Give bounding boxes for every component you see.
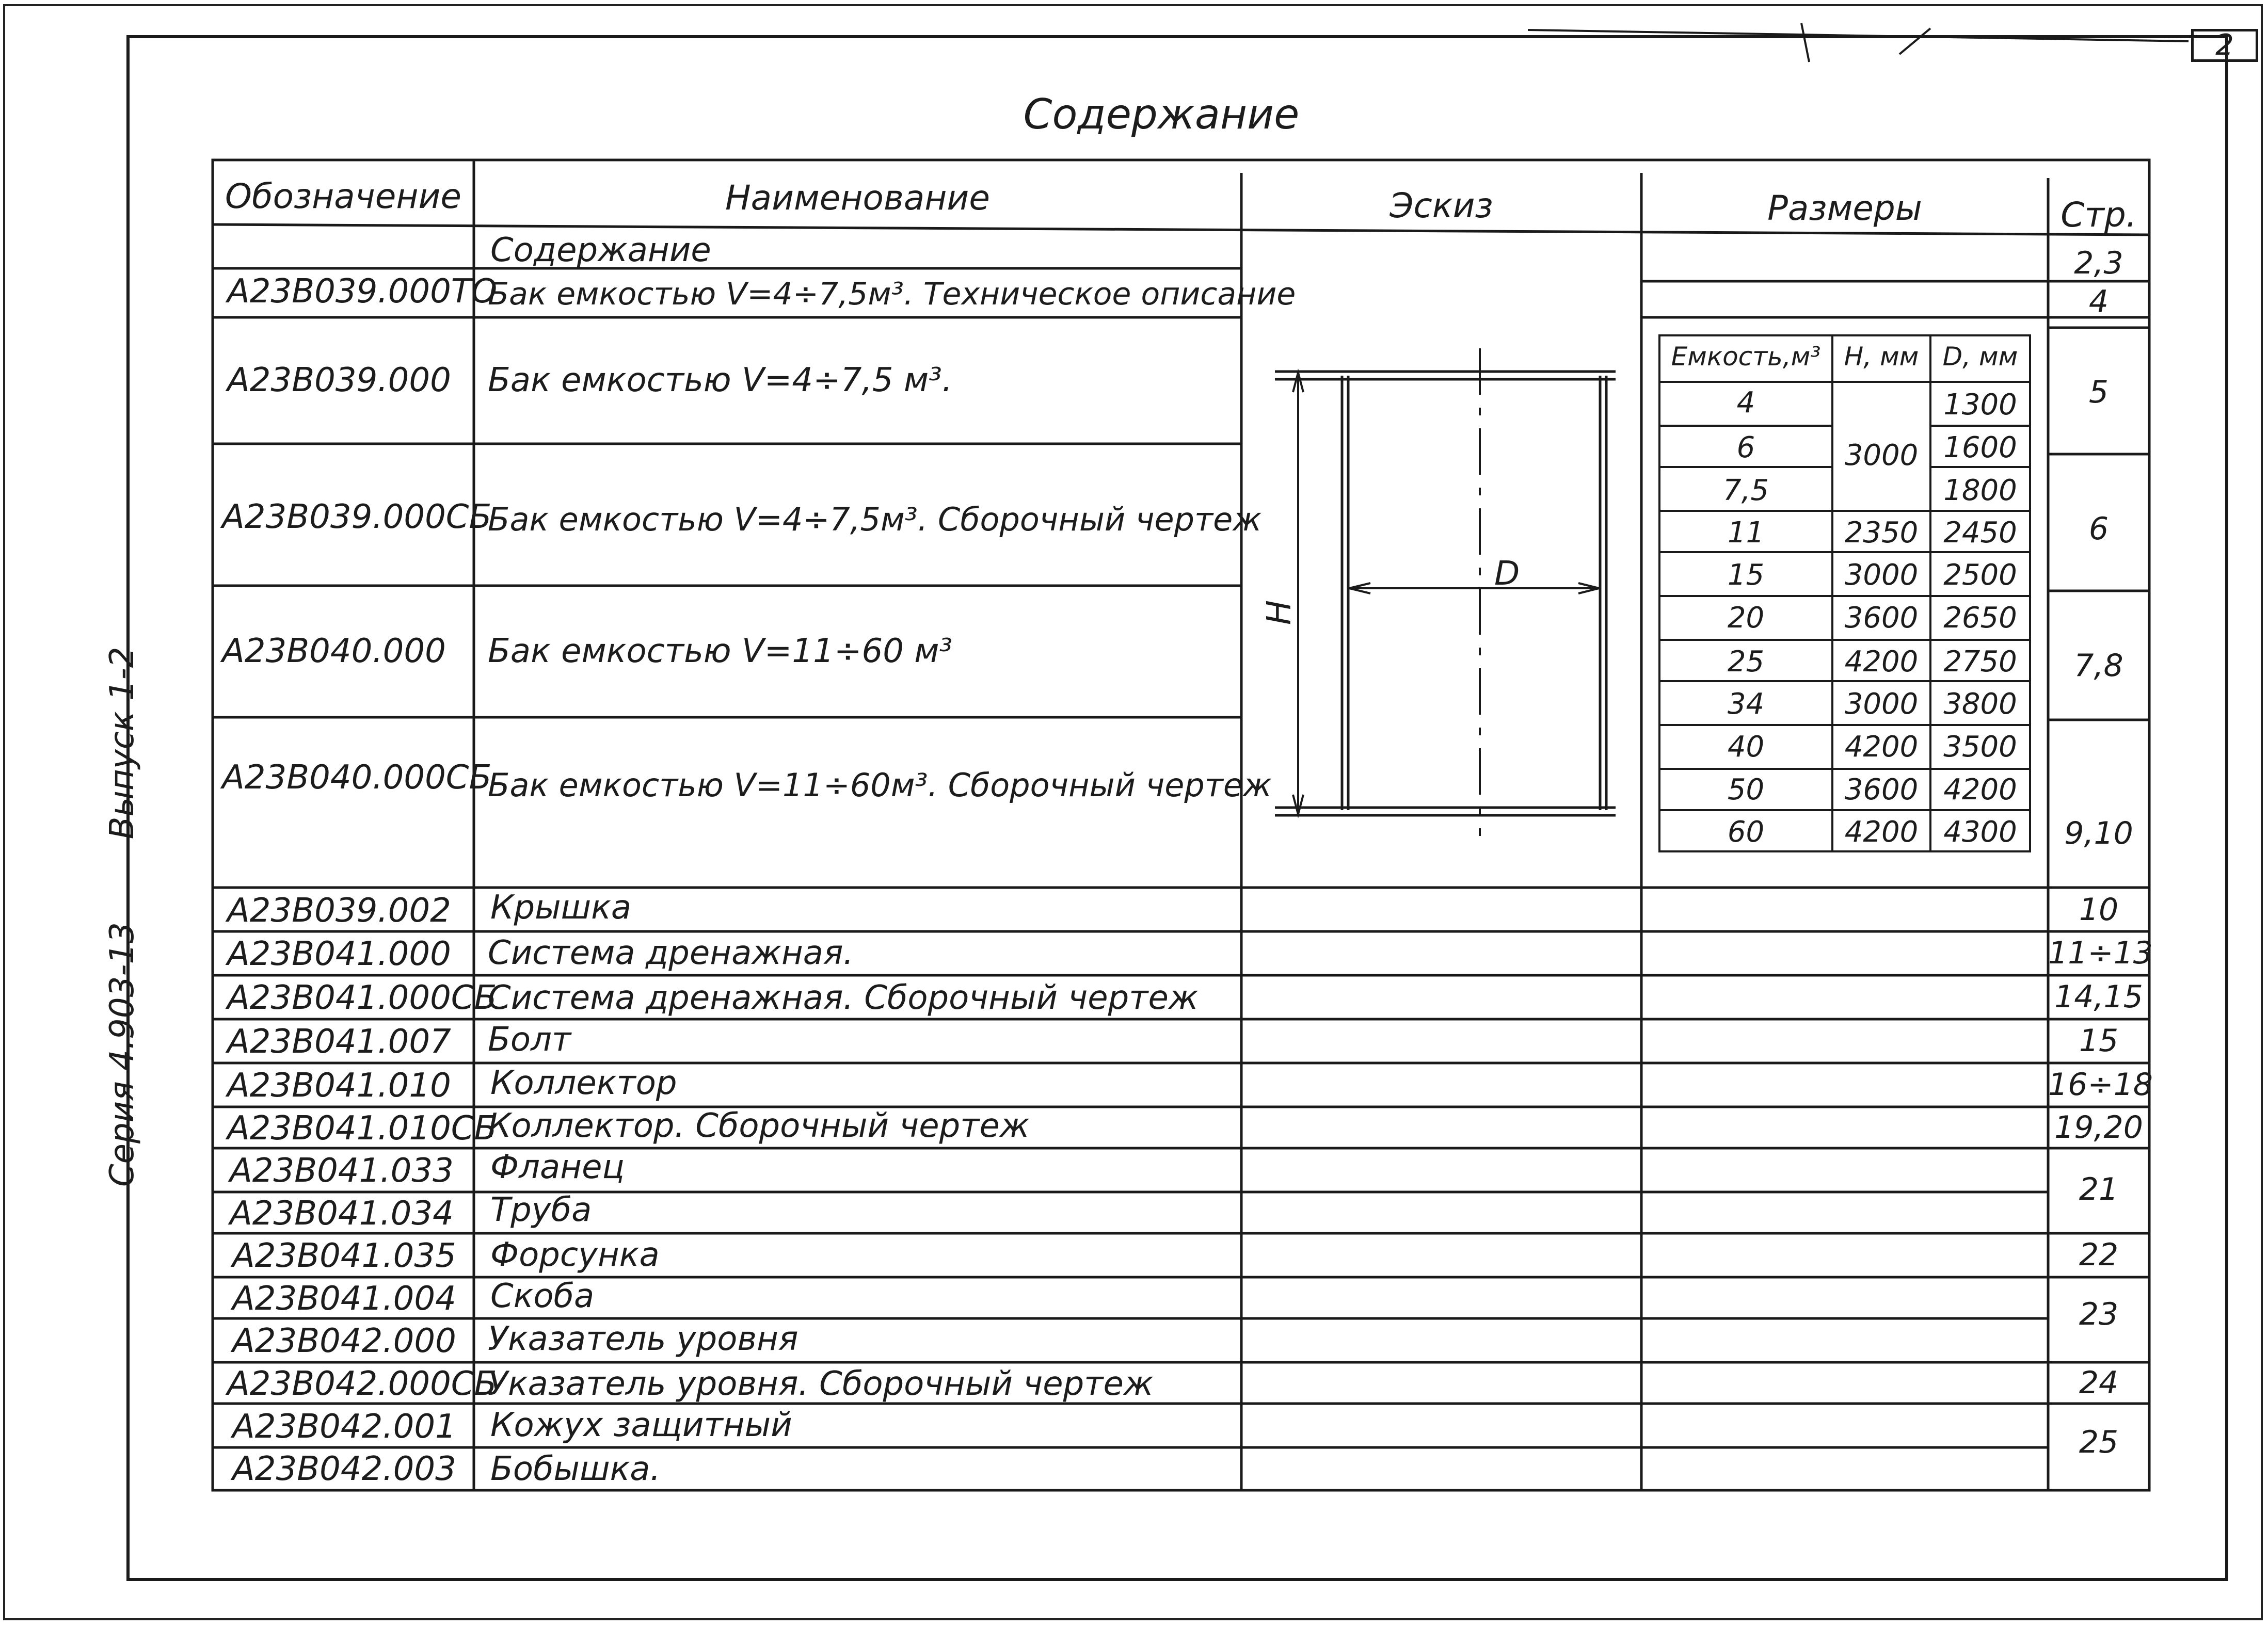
sizes-diameter: 2650 <box>1943 601 2017 635</box>
row-page: 9,10 <box>2064 815 2133 851</box>
row-page: 23 <box>2079 1296 2119 1332</box>
row-designation: А23В042.003 <box>232 1450 456 1488</box>
row-name: Указатель уровня. Сборочный чертеж <box>488 1365 1154 1403</box>
row-page: 21 <box>2079 1171 2119 1207</box>
sizes-header-diameter: D, мм <box>1942 342 2018 372</box>
row-name: Труба <box>490 1191 592 1229</box>
row-page: 19,20 <box>2054 1109 2143 1146</box>
sizes-capacity: 15 <box>1727 558 1765 592</box>
row-page: 25 <box>2079 1424 2119 1460</box>
row-designation: А23В039.000 <box>227 361 451 399</box>
row-page: 7,8 <box>2074 648 2123 684</box>
sizes-height: 3000 <box>1844 558 1919 592</box>
row-name: Бак емкостью V=11÷60 м³ <box>488 632 953 670</box>
row-name: Бак емкостью V=4÷7,5м³. Сборочный чертеж <box>488 501 1262 538</box>
row-designation: А23В039.002 <box>227 892 451 930</box>
sizes-capacity: 40 <box>1727 730 1765 764</box>
row-designation: А23В041.000 <box>227 935 451 973</box>
row-name: Система дренажная. <box>488 934 854 972</box>
row-page: 15 <box>2079 1023 2119 1059</box>
sizes-diameter: 2500 <box>1943 558 2017 592</box>
row-designation: А23В041.034 <box>230 1195 454 1233</box>
sizes-height: 4200 <box>1844 645 1919 679</box>
sizes-height: 2350 <box>1844 516 1919 550</box>
sizes-height: 3000 <box>1844 687 1919 721</box>
header-designation: Обозначение <box>225 176 461 216</box>
row-name: Форсунка <box>490 1236 660 1274</box>
row-designation: А23В042.000СБ <box>227 1365 497 1403</box>
row-designation: А23В040.000 <box>222 632 446 670</box>
row-page: 5 <box>2088 374 2109 410</box>
row-designation: А23В041.010 <box>227 1067 451 1105</box>
row-name: Указатель уровня <box>488 1320 798 1358</box>
sizes-height: 3600 <box>1844 773 1919 807</box>
sizes-diameter: 1300 <box>1943 388 2017 422</box>
row-designation: А23В041.033 <box>230 1152 454 1190</box>
sizes-diameter: 3500 <box>1943 730 2017 764</box>
sizes-diameter: 4200 <box>1943 773 2017 807</box>
row-name: Система дренажная. Сборочный чертеж <box>488 979 1199 1017</box>
row-page: 11÷13 <box>2048 935 2153 971</box>
row-designation: А23В041.004 <box>232 1280 456 1318</box>
row-name: Бак емкостью V=4÷7,5м³. Техническое описание <box>488 276 1296 312</box>
sizes-height: 3600 <box>1844 601 1919 635</box>
document-title: Содержание <box>1023 90 1300 138</box>
row-name: Фланец <box>490 1148 625 1186</box>
row-name: Кожух защитный <box>490 1406 792 1444</box>
tank-sketch <box>1275 348 1616 836</box>
sizes-capacity: 11 <box>1727 516 1765 550</box>
row-name: Бак емкостью V=4÷7,5 м³. <box>488 361 953 399</box>
row-page: 6 <box>2088 511 2109 547</box>
sizes-diameter: 3800 <box>1943 687 2017 721</box>
row-name: Коллектор <box>490 1064 677 1102</box>
header-sizes: Размеры <box>1767 188 1922 228</box>
row-name: Бак емкостью V=11÷60м³. Сборочный чертеж <box>488 766 1272 804</box>
page-number: 2 <box>2191 29 2258 62</box>
sizes-capacity: 6 <box>1736 431 1755 464</box>
row-designation: А23В041.000СБ <box>227 979 497 1017</box>
header-name: Наименование <box>725 178 990 218</box>
row-designation: А23В042.000 <box>232 1322 456 1360</box>
row-designation: А23В042.001 <box>232 1408 456 1446</box>
sizes-diameter: 1800 <box>1943 474 2017 507</box>
sizes-capacity: 7,5 <box>1722 474 1769 507</box>
sizes-diameter: 2750 <box>1943 645 2017 679</box>
row-designation: А23В041.007 <box>227 1023 451 1061</box>
sizes-capacity: 34 <box>1727 687 1765 721</box>
sizes-diameter: 2450 <box>1943 516 2017 550</box>
row-name: Скоба <box>490 1277 595 1315</box>
row-designation: А23В039.000СБ <box>222 498 492 536</box>
row-page: 10 <box>2079 892 2119 928</box>
row-designation: А23В041.035 <box>232 1237 456 1275</box>
sizes-height: 4200 <box>1844 815 1919 849</box>
sizes-capacity: 20 <box>1727 601 1765 635</box>
sizes-header-capacity: Емкость,м³ <box>1671 342 1821 372</box>
row-page: 24 <box>2079 1365 2119 1401</box>
sketch-diameter-label: D <box>1494 555 1520 593</box>
sizes-capacity: 25 <box>1727 645 1765 679</box>
row-name: Бобышка. <box>490 1450 661 1488</box>
series-text: Серия 4.903-13 <box>103 922 141 1187</box>
sizes-height: 4200 <box>1844 730 1919 764</box>
row-page: 22 <box>2079 1237 2119 1273</box>
row-name: Крышка <box>490 889 632 927</box>
sizes-capacity: 60 <box>1727 815 1765 849</box>
sizes-capacity: 50 <box>1727 773 1765 807</box>
header-sketch: Эскиз <box>1389 186 1493 225</box>
row-page: 2,3 <box>2074 245 2123 281</box>
row-designation: А23В041.010СБ <box>227 1109 497 1148</box>
issue-text: Выпуск 1-2 <box>103 647 141 840</box>
header-page: Стр. <box>2061 195 2137 235</box>
row-page: 4 <box>2088 284 2109 320</box>
row-name: Содержание <box>490 231 711 269</box>
row-name: Болт <box>488 1021 571 1059</box>
sketch-height-label: H <box>1260 600 1299 625</box>
sizes-diameter: 1600 <box>1943 431 2017 464</box>
sizes-height: 3000 <box>1844 439 1919 472</box>
sizes-diameter: 4300 <box>1943 815 2017 849</box>
row-page: 14,15 <box>2054 979 2143 1015</box>
row-name: Коллектор. Сборочный чертеж <box>488 1107 1030 1145</box>
sizes-header-height: H, мм <box>1844 342 1919 372</box>
sizes-capacity: 4 <box>1736 386 1755 420</box>
row-designation: А23В039.000ТО <box>227 272 498 311</box>
row-page: 16÷18 <box>2048 1067 2153 1103</box>
row-designation: А23В040.000СБ <box>222 759 492 797</box>
